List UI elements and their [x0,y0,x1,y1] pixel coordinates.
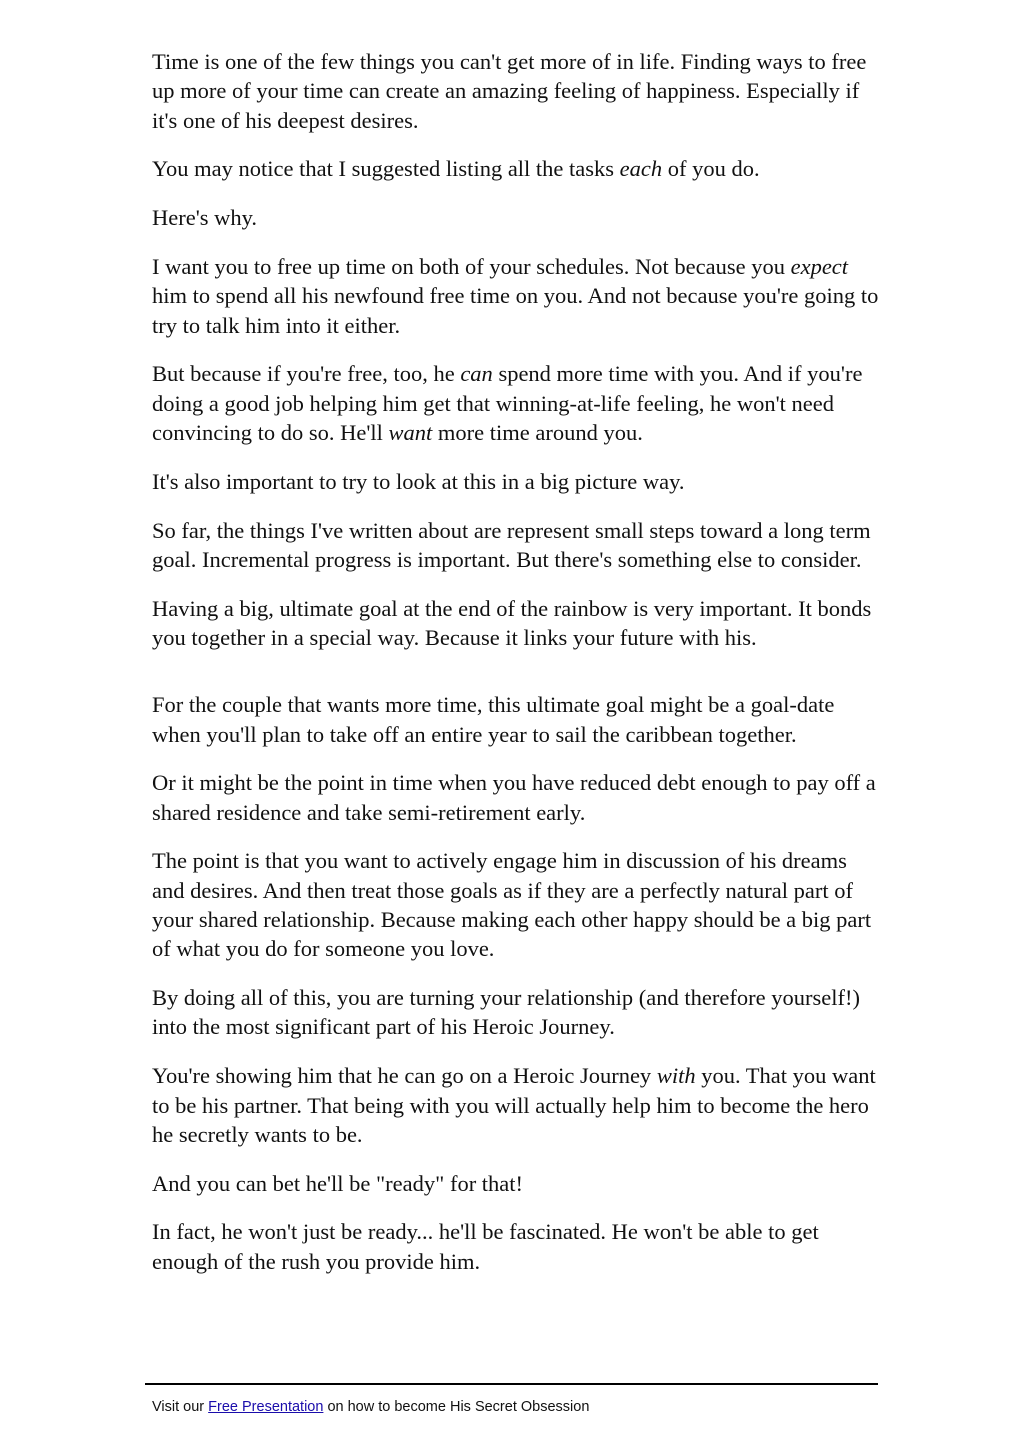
paragraph-2-emphasis: each [619,156,663,182]
paragraph-7: So far, the things I've written about are represent small steps toward a long term goal. Incremental progress is important. But there's something else to consider. [152,517,871,572]
paragraph-8: Having a big, ultimate goal at the end of the rainbow is very important. It bonds you together in a special way. Because it links your future with his. [152,595,872,650]
paragraph-10: Or it might be the point in time when you have reduced debt enough to pay off a shared residence and take semi-retirement early. [152,770,876,825]
paragraph-4-text-a: I want you to free up time on both of your schedules. Not because you [152,253,791,279]
paragraph-2-text-a: You may notice that I suggested listing all the tasks [152,156,620,182]
paragraph-13-emphasis: with [656,1063,696,1089]
footer-prefix: Visit our [152,1399,209,1415]
paragraph-5-text-c: more time around you. [432,419,643,445]
paragraph-11: The point is that you want to actively engage him in discussion of his dreams and desires. And then treat those goals as if they are a perfectly natural part of your shared relationship. Because making each other happy should be a big part of what you do for someone you love. [152,848,872,962]
paragraph-15: In fact, he won't just be ready... he'll be fascinated. He won't be able to get enough of the rush you provide him. [152,1219,819,1274]
paragraph-1: Time is one of the few things you can't get more of in life. Finding ways to free up more of your time can create an amazing feeling of happiness. Especially if it's one of his deepest desires. [152,49,867,133]
footer [152,1399,589,1415]
paragraph-13-text-b: you. That you want to be his partner. That being with you will actually help him to become the hero he secretly wants to be. [152,1063,876,1147]
paragraph-4-emphasis: expect [790,253,849,279]
body-text [152,47,882,1296]
paragraph-2-text-b: of you do. [662,156,760,182]
paragraph-5 [152,359,882,447]
paragraph-2 [152,154,882,183]
paragraph-5-text-b: spend more time with you. And if you're doing a good job helping him get that winning-at-life feeling, he won't need convincing to do so. He'll [152,361,863,445]
paragraph-4 [152,252,882,340]
footer-divider [145,1383,878,1385]
paragraph-13 [152,1061,882,1149]
paragraph-5-emphasis-2: want [388,419,433,445]
paragraph-14: And you can bet he'll be "ready" for that! [152,1170,524,1196]
footer-suffix: on how to become His Secret Obsession [323,1399,590,1415]
paragraph-4-text-b: him to spend all his newfound free time on you. And not because you're going to try to talk him into it either. [152,283,879,338]
paragraph-13-text-a: You're showing him that he can go on a Heroic Journey [152,1063,657,1089]
paragraph-5-emphasis-1: can [460,361,493,387]
paragraph-9: For the couple that wants more time, this ultimate goal might be a goal-date when you'll plan to take off an entire year to sail the caribbean together. [152,692,835,747]
paragraph-5-text-a: But because if you're free, too, he [152,361,461,387]
paragraph-12: By doing all of this, you are turning your relationship (and therefore yourself!) into the most significant part of his Heroic Journey. [152,985,860,1040]
free-presentation-link[interactable]: Free Presentation [208,1399,324,1415]
paragraph-6: It's also important to try to look at this in a big picture way. [152,468,685,494]
paragraph-3: Here's why. [152,205,258,231]
